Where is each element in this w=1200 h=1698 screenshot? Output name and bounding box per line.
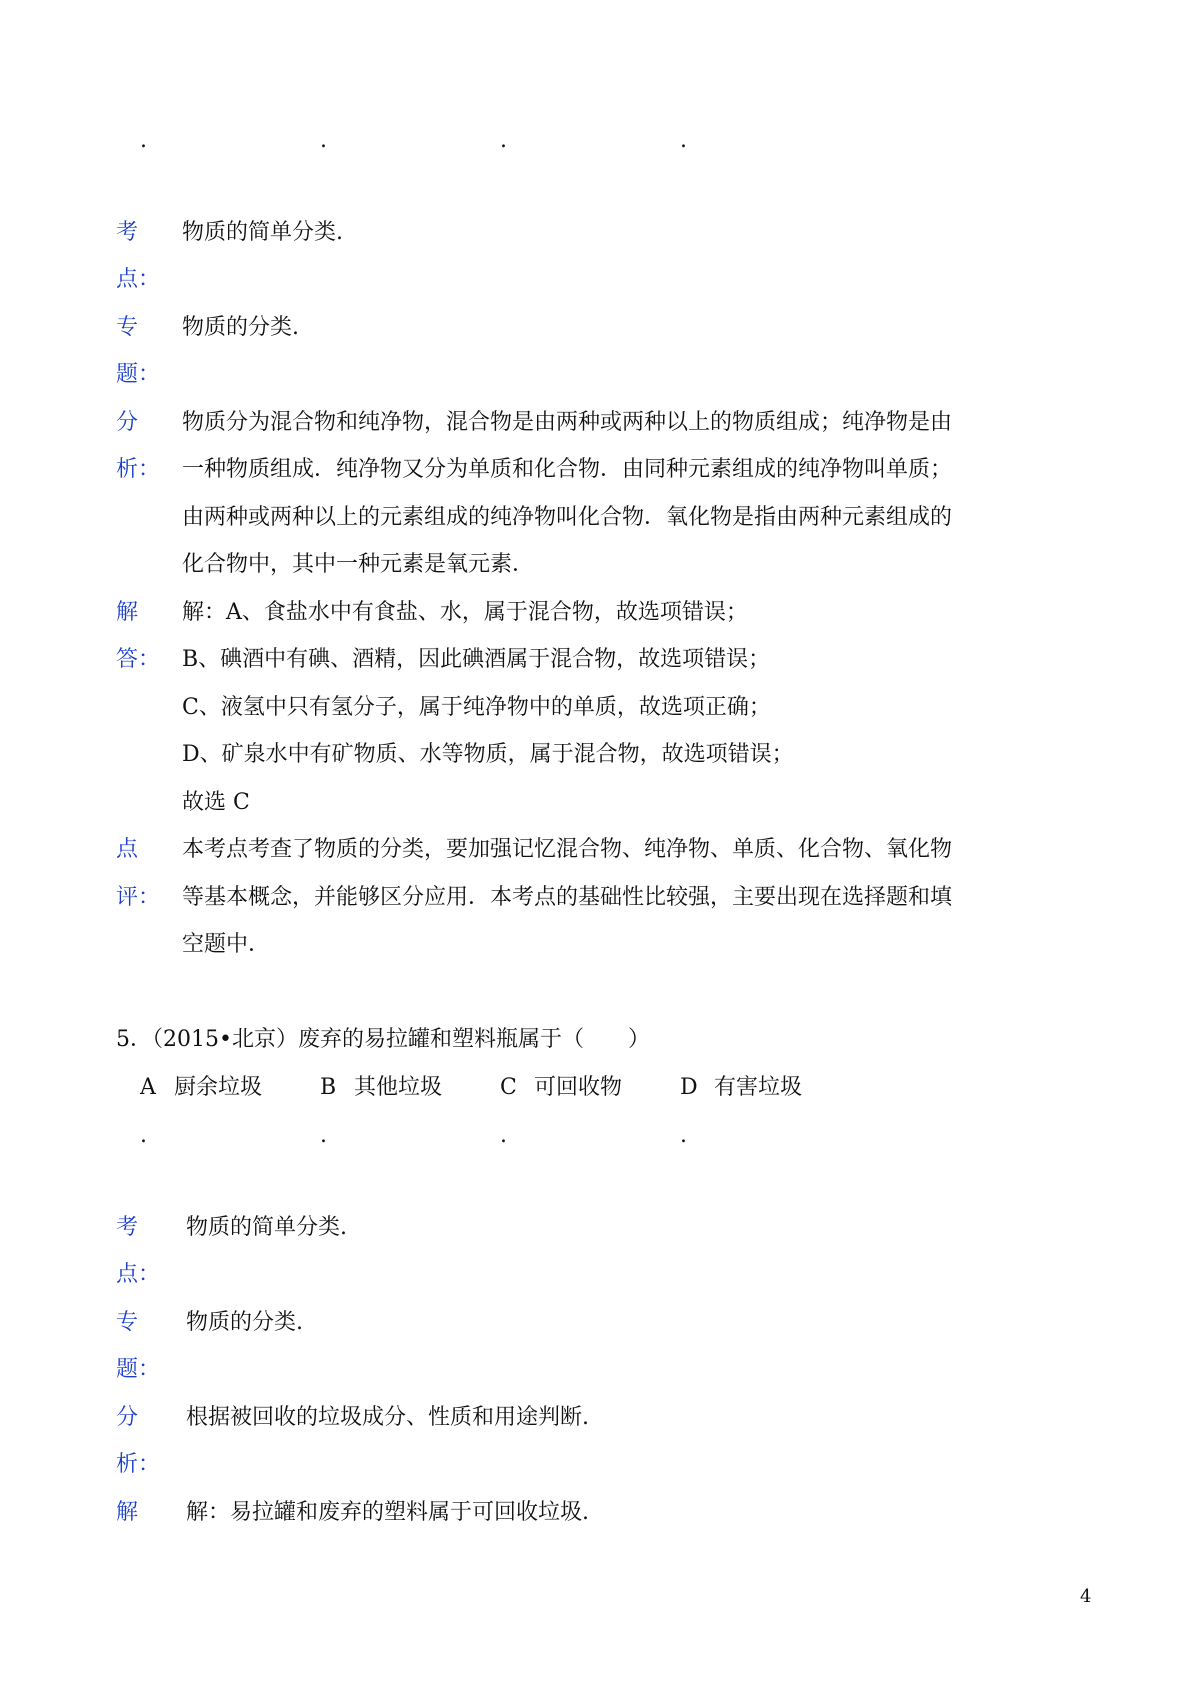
fenxi-label-2: 析： — [116, 1452, 161, 1477]
jieda-text: 解：易拉罐和废弃的塑料属于可回收垃圾. — [186, 1500, 589, 1525]
option-dot: . — [500, 128, 507, 153]
option-text: 其他垃圾 — [354, 1075, 443, 1100]
question-text: 5．（2015•北京）废弃的易拉罐和塑料瓶属于（ ） — [116, 1027, 650, 1052]
fenxi-text: 化合物中，其中一种元素是氧元素． — [182, 552, 535, 577]
q4-option-dots — [0, 128, 1200, 158]
fenxi-label-2: 析： — [116, 457, 161, 482]
option-letter: D — [680, 1075, 698, 1100]
option-text: 可回收物 — [534, 1075, 623, 1100]
option-text: 有害垃圾 — [714, 1075, 803, 1100]
fenxi-text: 根据被回收的垃圾成分、性质和用途判断. — [186, 1405, 589, 1430]
kaodian-label: 考 — [116, 1215, 139, 1240]
jieda-text: C、液氢中只有氢分子，属于纯净物中的单质，故选项正确； — [182, 695, 771, 720]
zhuanti-label-2: 题： — [116, 362, 161, 387]
option-letter: B — [320, 1075, 337, 1100]
dianping-text: 等基本概念，并能够区分应用．本考点的基础性比较强，主要出现在选择题和填 — [182, 885, 953, 910]
option-text: 厨余垃圾 — [174, 1075, 263, 1100]
option-d — [680, 1073, 802, 1103]
kaodian-text: 物质的简单分类. — [182, 220, 343, 245]
fenxi-text: 一种物质组成．纯净物又分为单质和化合物．由同种元素组成的纯净物叫单质； — [182, 457, 953, 482]
zhuanti-text: 物质的分类. — [186, 1310, 303, 1335]
option-dot: . — [320, 128, 327, 153]
zhuanti-text: 物质的分类. — [182, 315, 299, 340]
jieda-text: 解：A、食盐水中有食盐、水，属于混合物，故选项错误； — [182, 600, 748, 625]
jieda-label: 解 — [116, 600, 139, 625]
option-dot: . — [500, 1123, 507, 1148]
dianping-text: 空题中． — [182, 932, 271, 957]
dianping-label-2: 评： — [116, 885, 161, 910]
kaodian-text: 物质的简单分类. — [186, 1215, 347, 1240]
option-letter: C — [500, 1075, 517, 1100]
option-dot: . — [680, 128, 687, 153]
q5-option-dots — [0, 1123, 1200, 1153]
kaodian-label-2: 点： — [116, 1262, 161, 1287]
option-letter: A — [140, 1075, 156, 1100]
fenxi-text: 物质分为混合物和纯净物，混合物是由两种或两种以上的物质组成；纯净物是由 — [182, 410, 953, 435]
option-dot: . — [140, 128, 147, 153]
dianping-text: 本考点考查了物质的分类，要加强记忆混合物、纯净物、单质、化合物、氧化物 — [182, 837, 953, 862]
option-dot: . — [140, 1123, 147, 1148]
zhuanti-label: 专 — [116, 1310, 139, 1335]
dianping-label: 点 — [116, 837, 139, 862]
fenxi-label: 分 — [116, 410, 139, 435]
option-a — [140, 1073, 262, 1103]
zhuanti-label-2: 题： — [116, 1357, 161, 1382]
fenxi-label: 分 — [116, 1405, 139, 1430]
option-b — [320, 1073, 442, 1103]
kaodian-label-2: 点： — [116, 267, 161, 292]
option-dot: . — [320, 1123, 327, 1148]
jieda-text: B、碘酒中有碘、酒精，因此碘酒属于混合物，故选项错误； — [182, 647, 771, 672]
zhuanti-label: 专 — [116, 315, 139, 340]
option-c — [500, 1073, 622, 1103]
page-number: 4 — [1080, 1586, 1092, 1607]
option-dot: . — [680, 1123, 687, 1148]
jieda-text: D、矿泉水中有矿物质、水等物质，属于混合物，故选项错误； — [182, 742, 794, 767]
jieda-text: 故选 C — [182, 790, 250, 815]
jieda-label: 解 — [116, 1500, 139, 1525]
jieda-label-2: 答： — [116, 647, 161, 672]
fenxi-text: 由两种或两种以上的元素组成的纯净物叫化合物．氧化物是指由两种元素组成的 — [182, 505, 953, 530]
kaodian-label: 考 — [116, 220, 139, 245]
